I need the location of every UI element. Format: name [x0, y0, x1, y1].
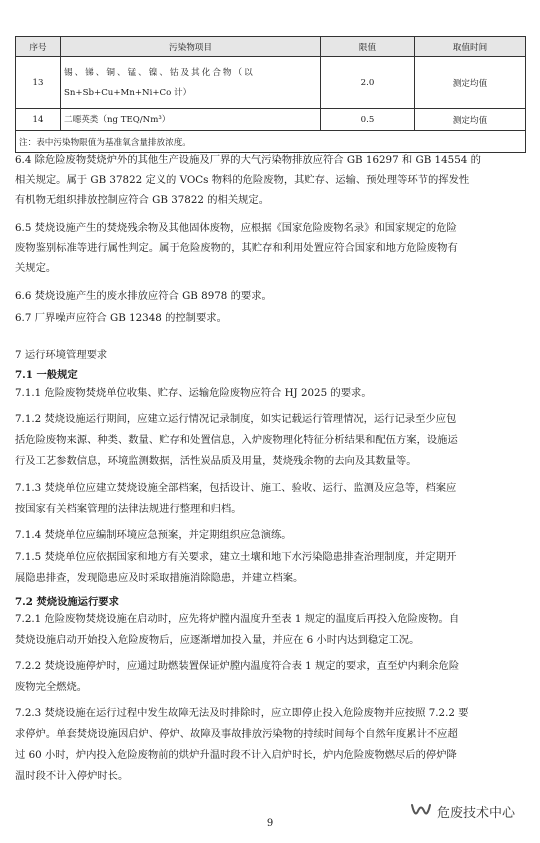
paragraph-line: 7.1.5 焚烧单位应依据国家和地方有关要求，建立土壤和地下水污染隐患排查治理制度，并定期开: [15, 551, 457, 563]
row-item: [61, 57, 321, 109]
paragraph-line: 过 60 小时，炉内投入危险废物前的烘炉升温时段不计入启炉时长，炉内危险废物燃尽后的停炉降: [15, 749, 457, 761]
header-item: 污染物项目: [61, 37, 321, 57]
paragraph-line: 7.1.1 危险废物焚烧单位收集、贮存、运输危险废物应符合 HJ 2025 的要求。: [15, 387, 372, 399]
row-item: 二噁英类（ng TEQ/Nm³）: [61, 109, 321, 131]
paragraph-line: 有机物无组织排放控制应符合 GB 37822 的相关规定。: [15, 194, 270, 206]
row-no: 14: [16, 109, 61, 131]
row-no: 13: [16, 57, 61, 109]
section-heading: 7 运行环境管理要求: [15, 349, 108, 361]
header-no: 序号: [16, 37, 61, 57]
paragraph-line: 7.2.1 危险废物焚烧设施在启动时，应先将炉膛内温度升至表 1 规定的温度后再投入危险废物。自: [15, 613, 460, 625]
row-item-line: Sn+Sb+Cu+Mn+Ni+Co 计）: [64, 87, 192, 98]
wechat-channel-icon: [410, 801, 432, 821]
paragraph-line: 按国家有关档案管理的法律法规进行整理和归档。: [15, 503, 242, 515]
row-time: 测定均值: [415, 57, 526, 109]
table-header-row: [16, 37, 526, 57]
paragraph-line: 7.1.4 焚烧单位应编制环境应急预案，并定期组织应急演练。: [15, 529, 292, 541]
table-note: 注：表中污染物限值为基准氧含量排放浓度。: [16, 131, 526, 153]
watermark: [410, 801, 515, 821]
subsection-heading: 7.2 焚烧设施运行要求: [15, 596, 119, 608]
paragraph-line: 废物完全燃烧。: [15, 681, 88, 693]
paragraph-line: 展隐患排查，发现隐患应及时采取措施消除隐患，并建立档案。: [15, 572, 304, 584]
subsection-heading: 7.1 一般规定: [15, 369, 78, 381]
paragraph-line: 求停炉。单套焚烧设施因启炉、停炉、故障及事故排放污染物的持续时间每个自然年度累计不应超: [15, 728, 458, 740]
paragraph-line: 温时段不计入停炉时长。: [15, 770, 129, 782]
watermark-text: 危废技术中心: [437, 805, 516, 821]
paragraph-line: 行及工艺参数信息，环境监测数据，活性炭品质及用量，焚烧残余物的去向及其数量等。: [15, 455, 417, 467]
row-limit: 0.5: [321, 109, 415, 131]
paragraph-line: 7.1.2 焚烧设施运行期间，应建立运行情况记录制度，如实记载运行管理情况，运行记录至少应包: [15, 413, 457, 425]
header-time: 取值时间: [415, 37, 526, 57]
paragraph-line: 括危险废物来源、种类、数量、贮存和处置信息，入炉废物理化特征分析结果和配伍方案，设施运: [15, 434, 458, 446]
table-row: [16, 57, 526, 109]
paragraph-line: 6.5 焚烧设施产生的焚烧残余物及其他固体废物，应根据《国家危险废物名录》和国家规定的危险: [15, 222, 457, 234]
row-limit: 2.0: [321, 57, 415, 109]
paragraph-line: 7.1.3 焚烧单位应建立焚烧设施全部档案，包括设计、施工、验收、运行、监测及应急等，档案应: [15, 482, 457, 494]
row-item-line: 锡、锑、铜、锰、镍、钴及其化合物（以: [64, 67, 255, 78]
paragraph-line: 6.6 焚烧设施产生的废水排放应符合 GB 8978 的要求。: [15, 290, 272, 302]
header-limit: 限值: [321, 37, 415, 57]
paragraph-line: 焚烧设施启动开始投入危险废物后，应逐渐增加投入量，并应在 6 小时内达到稳定工况。: [15, 634, 420, 646]
row-time: 测定均值: [415, 109, 526, 131]
paragraph-line: 6.7 厂界噪声应符合 GB 12348 的控制要求。: [15, 312, 227, 324]
paragraph-line: 7.2.2 焚烧设施停炉时，应通过助燃装置保证炉膛内温度符合表 1 规定的要求，直至炉内剩余危险: [15, 660, 460, 672]
page-number: 9: [266, 818, 274, 829]
paragraph-line: 关规定。: [15, 262, 57, 274]
table-row: [16, 109, 526, 131]
pollutant-limits-table: [15, 36, 526, 153]
paragraph-line: 相关规定。属于 GB 37822 定义的 VOCs 物料的危险废物，其贮存、运输、预处理等环节的挥发性: [15, 174, 470, 186]
paragraph-line: 废物鉴别标准等进行属性判定。属于危险废物的，其贮存和利用处置应符合国家和地方危险废物有: [15, 242, 458, 254]
paragraph-line: 6.4 除危险废物焚烧炉外的其他生产设施及厂界的大气污染物排放应符合 GB 16297 和 GB 14554 的: [15, 154, 481, 166]
paragraph-line: 7.2.3 焚烧设施在运行过程中发生故障无法及时排除时，应立即停止投入危险废物并应按照 7.2.2 要: [15, 707, 469, 719]
